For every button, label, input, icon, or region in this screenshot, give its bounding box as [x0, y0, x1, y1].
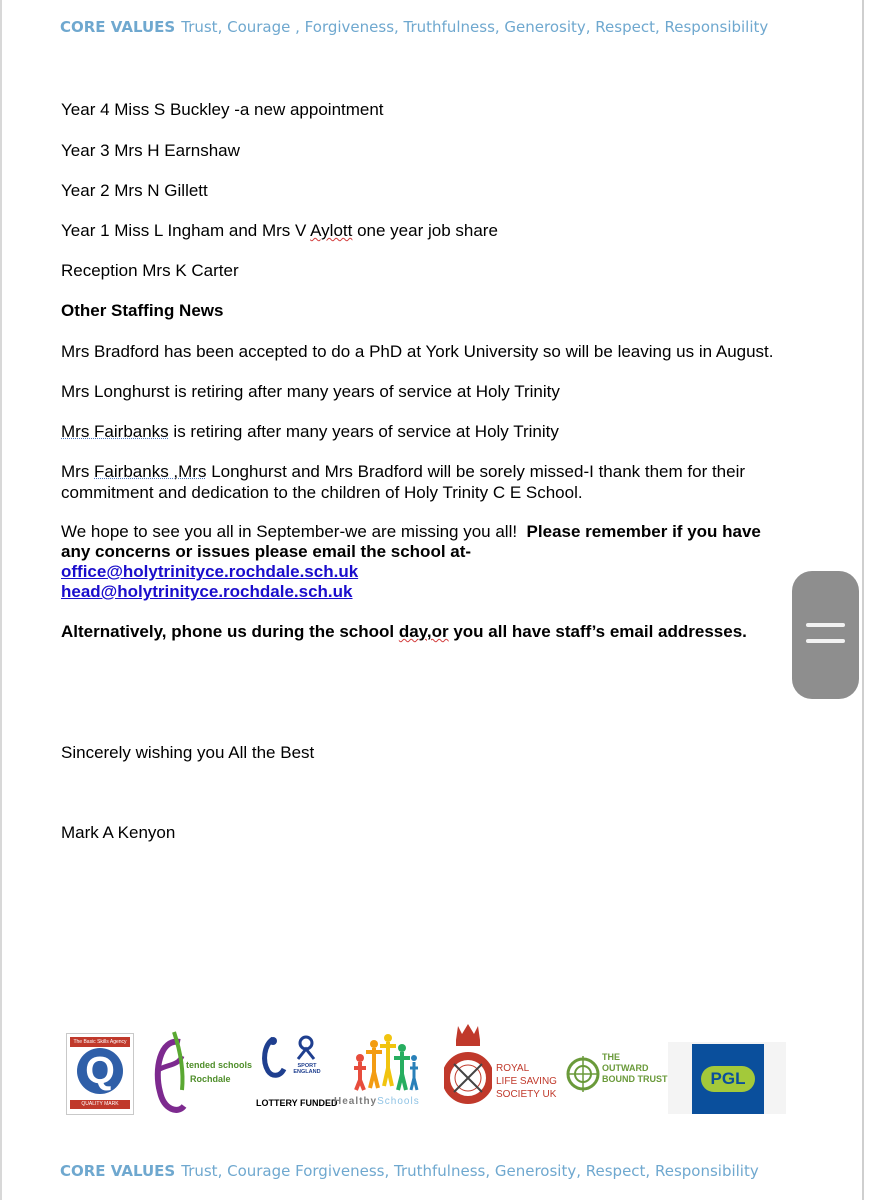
- closing-phone-post: you all have staff’s email addresses.: [448, 622, 747, 641]
- quality-mark-bottom-text: QUALITY MARK: [70, 1100, 130, 1109]
- rlss-logo: [444, 1022, 557, 1116]
- closing-hope-text: We hope to see you all in September-we are missing you all!: [61, 522, 518, 541]
- rlss-line-1: ROYAL: [496, 1063, 530, 1074]
- email-office-link[interactable]: office@holytrinityce.rochdale.sch.uk: [61, 562, 359, 581]
- news-thanks-pre: Mrs: [61, 462, 95, 481]
- rlss-text: [496, 1062, 557, 1101]
- footer-core-values: [60, 1162, 759, 1180]
- healthy-schools-text: [334, 1096, 420, 1107]
- lottery-sport-england-logo: [256, 1035, 338, 1113]
- grip-line-icon: [806, 639, 845, 643]
- scroll-handle[interactable]: [792, 571, 859, 699]
- quality-mark-top-text: The Basic Skills Agency: [70, 1037, 130, 1047]
- healthy-figures-icon: [350, 1032, 420, 1092]
- extended-schools-logo: [154, 1030, 253, 1115]
- quality-mark-logo: [66, 1033, 134, 1115]
- rlss-crest-icon: [444, 1022, 492, 1114]
- closing-remember-2: any concerns or issues please email the school at-: [61, 542, 472, 561]
- rlss-line-2: LIFE SAVING: [496, 1076, 557, 1087]
- extended-e-icon: [154, 1030, 188, 1114]
- healthy-schools-logo: [334, 1032, 430, 1112]
- outward-line-2: OUTWARD: [602, 1063, 649, 1073]
- staff-year1-name: Aylott: [310, 221, 353, 240]
- closing-hope: [61, 522, 761, 542]
- healthy-text-a: Healthy: [334, 1096, 378, 1107]
- news-fairbanks-name: Mrs Fairbanks: [61, 422, 169, 441]
- news-thanks: [61, 462, 745, 482]
- header-core-values-label: CORE VALUES: [60, 18, 176, 36]
- signature: Mark A Kenyon: [61, 823, 176, 842]
- rlss-line-3: SOCIETY UK: [496, 1089, 557, 1100]
- news-fairbanks: [61, 422, 559, 442]
- sport-england-text: SPORT ENGLAND: [293, 1063, 321, 1075]
- outward-bound-text: [602, 1052, 668, 1085]
- outward-line-1: THE: [602, 1052, 620, 1062]
- extended-line-2: Rochdale: [190, 1074, 231, 1084]
- sport-england-icon: [292, 1035, 320, 1061]
- closing-wish: Sincerely wishing you All the Best: [61, 743, 315, 762]
- closing-phone-squig: day,or: [398, 622, 449, 641]
- staff-year1-post: one year job share: [352, 221, 498, 240]
- news-thanks-name: Fairbanks ,Mrs: [94, 462, 207, 481]
- closing-remember-1: Please remember if you have: [526, 522, 761, 541]
- extended-line-1: tended schools: [186, 1060, 253, 1070]
- quality-mark-letter: Q: [77, 1048, 123, 1094]
- footer-core-values-label: CORE VALUES: [60, 1162, 176, 1180]
- pgl-logo: [668, 1042, 786, 1114]
- news-thanks-rest: Longhurst and Mrs Bradford will be sorely missed-I thank them for their: [206, 462, 746, 481]
- page-edge-right: [862, 0, 864, 1200]
- header-core-values: [60, 18, 768, 36]
- staff-reception: Reception Mrs K Carter: [61, 261, 239, 280]
- email-head-link[interactable]: head@holytrinityce.rochdale.sch.uk: [61, 582, 353, 601]
- staff-year2: Year 2 Mrs N Gillett: [61, 181, 208, 200]
- pgl-text: PGL: [701, 1066, 755, 1092]
- closing-phone-pre: Alternatively, phone us during the school: [61, 622, 399, 641]
- grip-line-icon: [806, 623, 845, 627]
- footer-core-values-text: Trust, Courage Forgiveness, Truthfulness, Generosity, Respect, Responsibility: [181, 1162, 759, 1180]
- outward-bound-logo: [566, 1042, 668, 1106]
- closing-phone: [61, 622, 747, 642]
- lottery-hand-icon: [258, 1035, 288, 1083]
- other-staffing-heading: Other Staffing News: [61, 301, 224, 320]
- news-thanks-line2: commitment and dedication to the children of Holy Trinity C E School.: [61, 483, 583, 502]
- outward-bound-compass-icon: [566, 1042, 600, 1104]
- header-core-values-text: Trust, Courage , Forgiveness, Truthfulness, Generosity, Respect, Responsibility: [181, 18, 769, 36]
- page-edge-left: [0, 0, 2, 1200]
- staff-year1-pre: Year 1 Miss L Ingham and Mrs V: [61, 221, 311, 240]
- news-bradford: Mrs Bradford has been accepted to do a PhD at York University so will be leaving us in August.: [61, 342, 774, 361]
- staff-year1: [61, 221, 498, 241]
- staff-year4: Year 4 Miss S Buckley -a new appointment: [61, 100, 384, 119]
- lottery-funded-text: LOTTERY FUNDED: [256, 1098, 338, 1108]
- staff-year3: Year 3 Mrs H Earnshaw: [61, 141, 240, 160]
- news-longhurst: Mrs Longhurst is retiring after many years of service at Holy Trinity: [61, 382, 560, 401]
- healthy-text-b: Schools: [377, 1096, 420, 1107]
- news-fairbanks-rest: is retiring after many years of service at Holy Trinity: [168, 422, 559, 441]
- outward-line-3: BOUND TRUST: [602, 1074, 668, 1084]
